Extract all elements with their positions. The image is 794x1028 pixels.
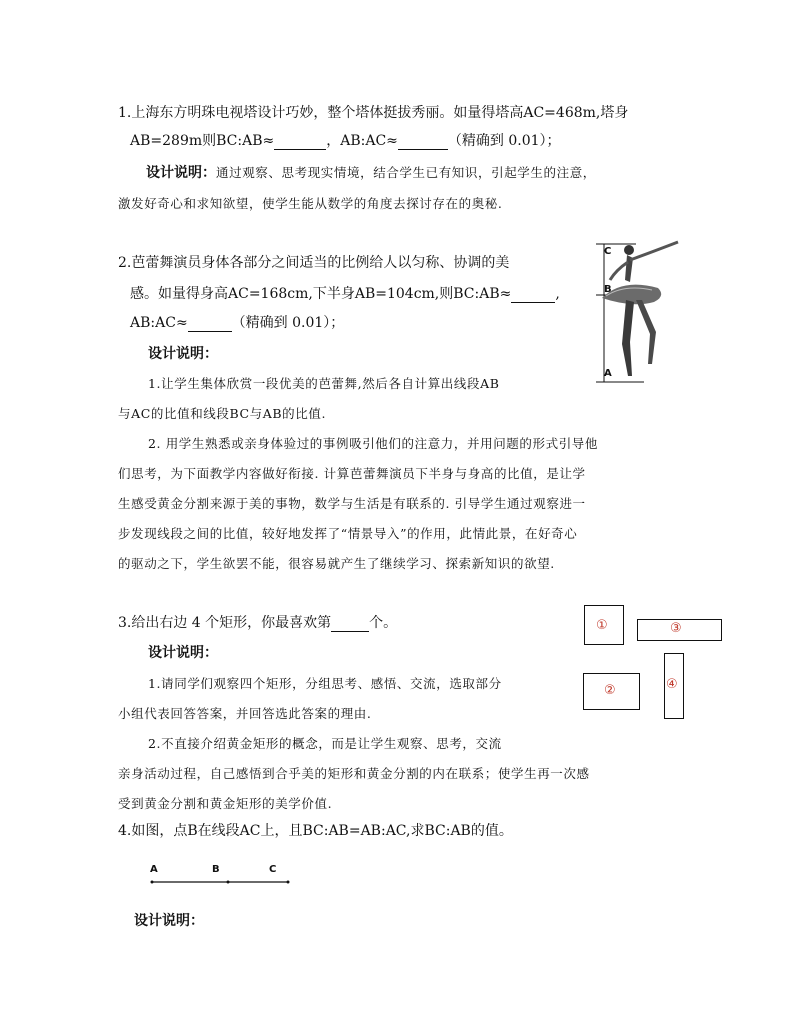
q1-desc-line1: 通过观察、思考现实情境，结合学生已有知识，引起学生的注意， bbox=[216, 165, 596, 180]
q2-p2-line1: 2. 用学生熟悉或亲身体验过的事例吸引他们的注意力，并用问题的形式引导他 bbox=[148, 436, 599, 451]
rectangle-1 bbox=[584, 605, 624, 645]
q1-line2 bbox=[130, 130, 561, 150]
q4-design-label: 设计说明： bbox=[134, 913, 204, 929]
q1-line2-part-b: ，AB:AC≈ bbox=[326, 133, 398, 149]
rectangle-1-label: ① bbox=[596, 618, 608, 633]
fig-label-b: B bbox=[604, 284, 612, 295]
q1-desc-line2: 激发好奇心和求知欲望，使学生能从数学的角度去探讨存在的奥秘. bbox=[118, 196, 503, 211]
rectangle-4-label: ④ bbox=[666, 677, 678, 692]
q4-label-c: C bbox=[269, 864, 277, 875]
q4-segment-figure bbox=[150, 860, 292, 890]
q2-p1-line1: 1.让学生集体欣赏一段优美的芭蕾舞,然后各自计算出线段AB bbox=[148, 376, 500, 391]
fig-label-c: C bbox=[604, 246, 612, 257]
rectangle-4 bbox=[664, 653, 684, 719]
q2-line3 bbox=[130, 312, 344, 332]
q3-line1 bbox=[118, 612, 397, 632]
q4-segment-line bbox=[150, 860, 292, 890]
q3-p2-line1: 2.不直接介绍黄金矩形的概念，而是让学生观察、思考，交流 bbox=[148, 736, 502, 751]
q3-blank[interactable] bbox=[331, 617, 369, 632]
q2-p2-line2: 们思考，为下面教学内容做好衔接. 计算芭蕾舞演员下半身与身高的比值，是让学 bbox=[118, 466, 586, 481]
q2-design-label: 设计说明： bbox=[148, 346, 218, 362]
q2-line2-comma: , bbox=[555, 286, 560, 302]
rectangle-2 bbox=[583, 673, 640, 710]
q1-line1: 1.上海东方明珠电视塔设计巧妙，整个塔体挺拔秀丽。如量得塔高AC=468m,塔身 bbox=[118, 105, 629, 121]
q2-line2-text: 感。如量得身高AC=168cm,下半身AB=104cm,则BC:AB≈ bbox=[130, 286, 512, 302]
q2-p1-line2: 与AC的比值和线段BC与AB的比值. bbox=[118, 406, 327, 421]
q1-design-label: 设计说明： bbox=[146, 165, 216, 181]
q3-p2-line3: 受到黄金分割和黄金矩形的美学价值. bbox=[118, 796, 333, 811]
q3-p2-line2: 亲身活动过程，自己感悟到合乎美的矩形和黄金分割的内在联系；使学生再一次感 bbox=[118, 766, 590, 781]
q2-line3-part-b: （精确到 0.01）； bbox=[231, 315, 345, 331]
q2-p2-line5: 的驱动之下，学生欲罢不能，很容易就产生了继续学习、探索新知识的欲望. bbox=[118, 556, 555, 571]
q3-p1-line2: 小组代表回答答案，并回答选此答案的理由. bbox=[118, 706, 372, 721]
rectangle-3 bbox=[637, 619, 722, 641]
q3-design-label: 设计说明： bbox=[148, 645, 218, 661]
q1-design-row bbox=[146, 162, 596, 182]
q3-line1-part-b: 个。 bbox=[369, 615, 398, 631]
rectangle-2-label: ② bbox=[604, 683, 616, 698]
q4-label-a: A bbox=[150, 864, 158, 875]
rectangle-3-label: ③ bbox=[670, 621, 682, 636]
q3-p1-line1: 1.请同学们观察四个矩形，分组思考、感悟、交流，选取部分 bbox=[148, 676, 502, 691]
q1-blank-1[interactable] bbox=[274, 135, 326, 150]
q2-p2-line3: 生感受黄金分割来源于美的事物，数学与生活是有联系的. 引导学生通过观察进一 bbox=[118, 496, 586, 511]
q1-blank-2[interactable] bbox=[398, 135, 448, 150]
q1-line2-part-a: AB=289m则BC:AB≈ bbox=[130, 133, 275, 149]
q2-line3-part-a: AB:AC≈ bbox=[130, 315, 188, 331]
q4-line1: 4.如图，点B在线段AC上，且BC:AB=AB:AC,求BC:AB的值。 bbox=[118, 823, 513, 839]
q2-line2 bbox=[130, 283, 560, 303]
q2-line1: 2.芭蕾舞演员身体各部分之间适当的比例给人以匀称、协调的美 bbox=[118, 255, 510, 271]
q1-line2-part-c: （精确到 0.01）； bbox=[447, 133, 561, 149]
q3-line1-part-a: 3.给出右边 4 个矩形，你最喜欢第 bbox=[118, 615, 332, 631]
fig-label-a: A bbox=[604, 368, 612, 379]
ballerina-illustration bbox=[592, 236, 692, 384]
q4-label-b: B bbox=[212, 864, 220, 875]
q2-p2-line4: 步发现线段之间的比值，较好地发挥了“情景导入”的作用，此情此景，在好奇心 bbox=[118, 526, 578, 541]
q2-blank-1[interactable] bbox=[511, 288, 555, 303]
ballerina-figure bbox=[592, 236, 692, 384]
q2-blank-2[interactable] bbox=[188, 317, 232, 332]
